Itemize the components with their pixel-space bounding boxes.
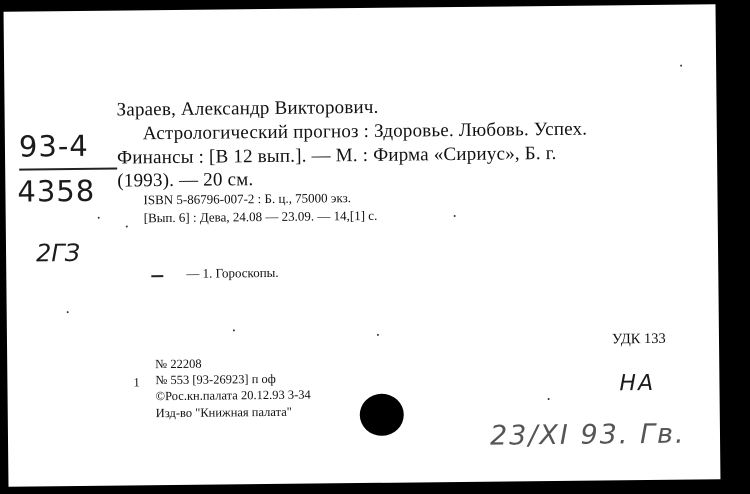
- scan-speck: [126, 225, 128, 227]
- subject-heading: — 1. Гороскопы.: [186, 264, 279, 281]
- handwritten-shelfmark-bottom: 4358: [17, 173, 96, 209]
- scan-speck: [233, 329, 235, 331]
- scan-speck: [98, 217, 100, 219]
- handwritten-shelfmark-top: 93-4: [18, 128, 89, 164]
- author-heading: Зараев, Александр Викторович.: [116, 96, 379, 121]
- record-number-1: № 22208: [155, 356, 202, 372]
- scan-speck: [454, 215, 456, 217]
- catalog-card: [4, 4, 721, 486]
- record-number-2: № 553 [93-26923] п оф: [155, 371, 276, 388]
- publisher-line: Изд-во "Книжная палата": [155, 404, 292, 421]
- isbn-line: ISBN 5-86796-007-2 : Б. ц., 75000 экз.: [143, 190, 352, 208]
- scan-speck: [377, 334, 379, 336]
- scan-speck: [680, 65, 682, 67]
- handwritten-note-bottom: 23/XI 93. Гв.: [489, 418, 686, 452]
- ink-stamp: [360, 394, 404, 436]
- shelfmark-divider: [19, 168, 117, 171]
- scan-speck: [67, 311, 69, 313]
- copyright-line: ©Рос.кн.палата 20.12.93 3-34: [155, 387, 311, 404]
- title-line-1: Астрологический прогноз : Здоровье. Любовь. Успех.: [142, 118, 588, 145]
- handwritten-mark: 2ГЗ: [35, 238, 81, 268]
- title-line-2: Финансы : [В 12 вып.]. — М. : Фирма «Сириус», Б. г.: [116, 142, 557, 169]
- udk-code: УДК 133: [611, 330, 666, 348]
- volume-line: [Вып. 6] : Дева, 24.08 — 23.09. — 14,[1] с.: [143, 207, 378, 226]
- scan-speck: [548, 398, 550, 400]
- handwritten-note-right: НА: [619, 370, 656, 397]
- title-line-3: (1993). — 20 см.: [117, 169, 254, 192]
- record-index: 1: [133, 375, 140, 390]
- subject-leading-dash: [151, 275, 163, 277]
